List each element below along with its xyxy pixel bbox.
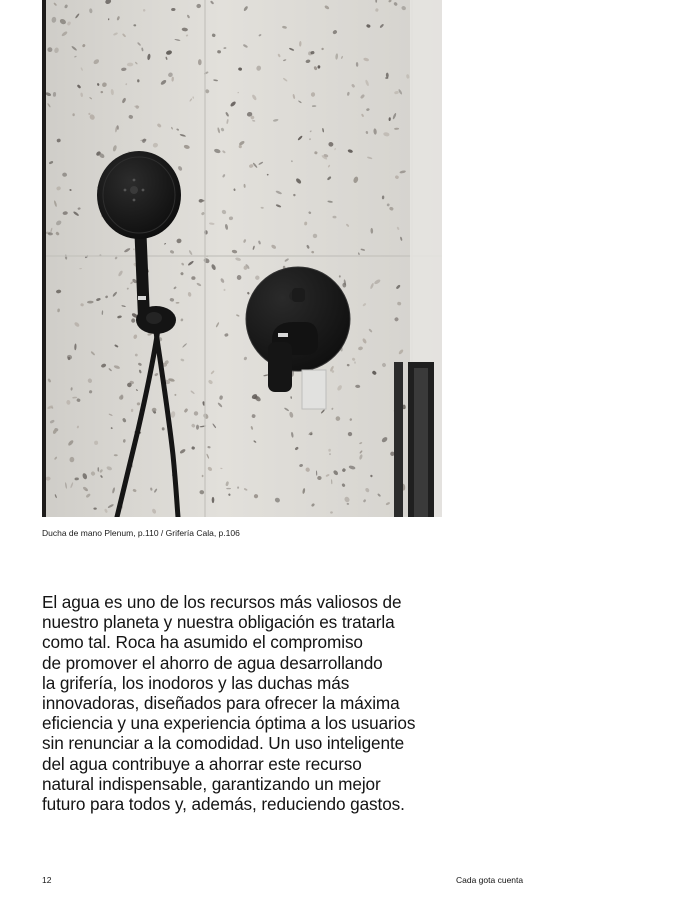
body-paragraph [42,592,462,814]
terrazzo-speck [191,276,195,280]
product-photo [42,0,442,517]
body-line: eficiencia y una experiencia óptima a los usuarios [42,713,416,734]
body-line: futuro para todos y, además, reduciendo gastos. [42,794,405,815]
terrazzo-speck [329,453,330,455]
body-line: la grifería, los inodoros y las duchas más [42,672,350,693]
body-line: del agua contribuye a ahorrar este recurso [42,753,362,774]
terrazzo-speck [198,59,202,65]
body-line: El agua es uno de los recursos más valiosos de [42,592,402,612]
terrazzo-wall [42,0,442,517]
terrazzo-speck [226,488,231,489]
running-footer-title: Cada gota cuenta [456,875,524,885]
photo-caption: Ducha de mano Plenum, p.110 / Grifería Cala, p.106 [42,528,240,538]
mixer-lever-handle [268,342,292,392]
glass-screen-frame [394,362,403,517]
terrazzo-speck [212,497,215,503]
hand-shower-head [97,151,181,239]
body-line: de promover el ahorro de agua desarrollando [42,652,383,673]
body-line: sin renunciar a la comodidad. Un uso inteligente [42,733,405,754]
body-line: como tal. Roca ha asumido el compromiso [42,632,363,653]
body-line: nuestro planeta y nuestra obligación es tratarla [42,612,395,633]
page-number: 12 [42,875,52,885]
body-line: natural indispensable, garantizando un mejor [42,773,381,794]
dark-wall-edge [42,0,46,517]
shower-head-nozzle [130,186,138,194]
mixer-valve-plate [246,267,350,371]
hand-shower-logo [138,296,146,300]
body-line: innovadoras, diseñados para ofrecer la máxima [42,693,400,714]
escutcheon-reflection [302,370,326,409]
mixer-logo [278,333,288,337]
